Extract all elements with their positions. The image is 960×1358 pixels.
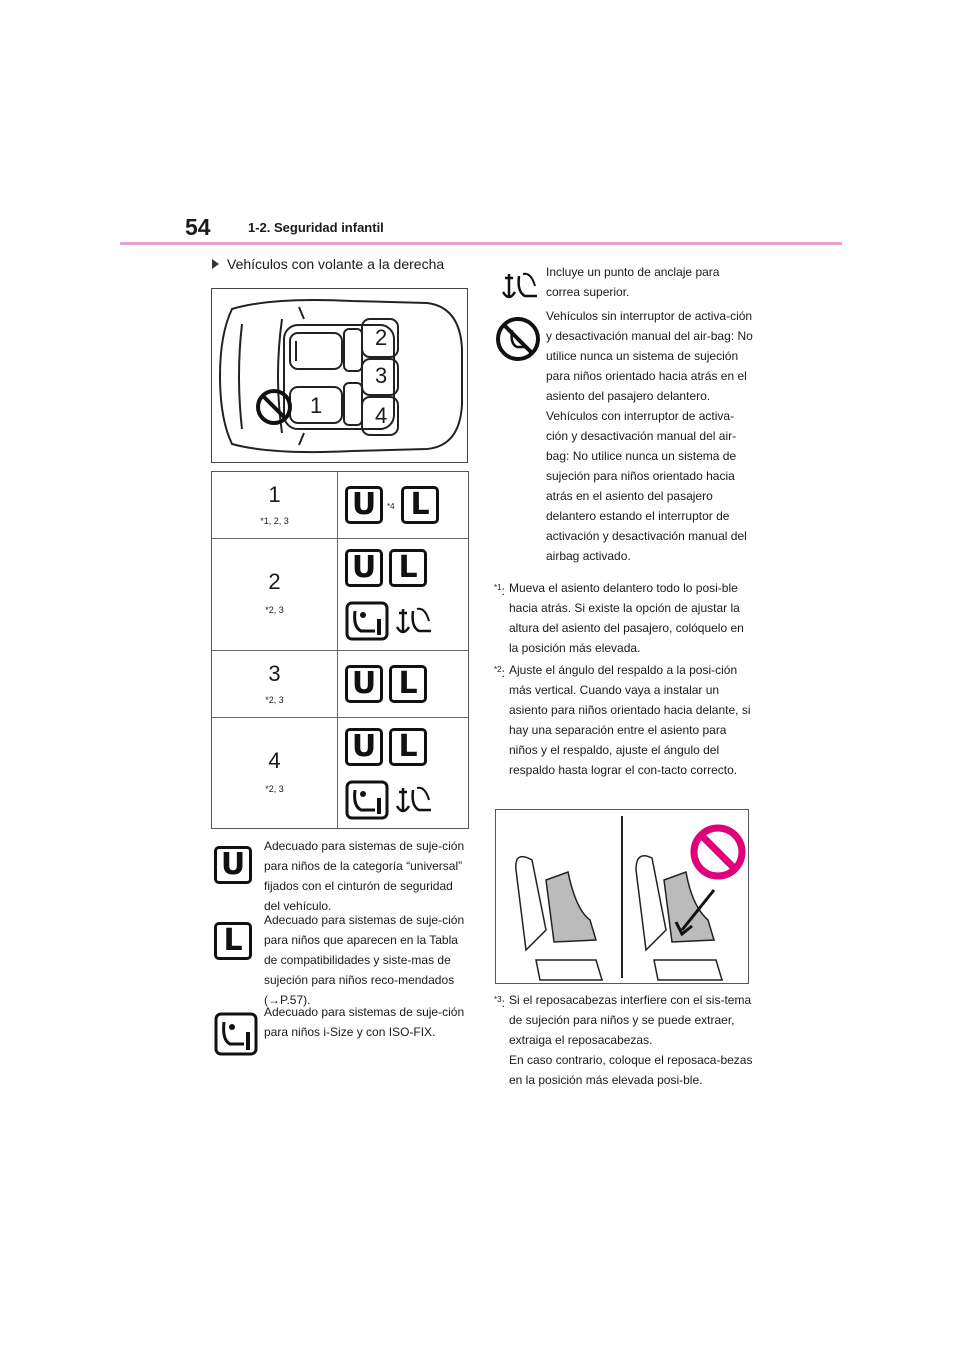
table-row: [212, 472, 468, 539]
footnote-mark: $^{*3}$:: [494, 995, 505, 1010]
footnote-1: [494, 578, 756, 658]
footnote-text: Si el reposacabezas interfiere con el sis-tema de sujeción para niños y se puede extraer, extraiga el reposacabezas. En caso contrario, coloque el reposaca-bezas en la posición más elevada posi-ble.: [509, 993, 753, 1087]
seat-icons-cell: [339, 718, 468, 828]
seat-number-cell: [212, 472, 338, 538]
top-tether-anchor-icon: [391, 601, 435, 641]
car-seat-diagram: [211, 288, 468, 463]
header-rule: [120, 242, 842, 245]
seat-note: *2, 3: [265, 605, 284, 615]
footnote-3: [494, 990, 756, 1090]
car-seat-label-4: 4: [375, 403, 388, 428]
list-badge-icon: L: [389, 665, 427, 703]
page-number: 54: [185, 214, 211, 240]
footnote-text: Ajuste el ángulo del respaldo a la posi-ción más vertical. Cuando vaya a instalar un asiento para niños orientado hacia delante, si hay una separación entre el asiento para niños y el respaldo, ajuste el ángulo del respaldo hasta lograr el con-tacto correcto.: [509, 663, 751, 777]
car-top-view-icon: [212, 289, 467, 462]
no-rear-facing-seat-icon: [495, 316, 541, 362]
top-tether-anchor-icon: [497, 266, 541, 306]
isofix-seat-icon: [345, 780, 389, 820]
table-row: [212, 718, 468, 828]
top-tether-text: Incluye un punto de anclaje para correa superior.: [546, 265, 720, 299]
triangle-bullet-icon: [212, 259, 219, 269]
seat-compatibility-table: [211, 471, 469, 829]
seat-number: 4: [268, 748, 281, 773]
list-badge-icon: L: [401, 486, 439, 524]
seat-icons-cell: [339, 539, 468, 650]
seat-number-cell: [212, 651, 338, 717]
universal-badge-icon: U: [345, 728, 383, 766]
list-badge-icon: L: [389, 728, 427, 766]
universal-badge-icon: U: [214, 846, 252, 884]
universal-badge-icon: U: [345, 486, 383, 524]
top-tether-anchor-icon: [391, 780, 435, 820]
seat-number-cell: [212, 539, 338, 650]
list-badge-icon: L: [214, 922, 252, 960]
seat-number-cell: [212, 718, 338, 828]
car-seat-label-3: 3: [375, 363, 388, 388]
badge-note: *4: [387, 502, 395, 511]
isofix-seat-icon: [214, 1012, 258, 1056]
footnote-text: Mueva el asiento delantero todo lo posi-ble hacia atrás. Si existe la opción de ajustar la altura del asiento del pasajero, colóquelo en la posición más elevada.: [509, 581, 744, 655]
seat-number: 3: [268, 661, 281, 686]
seat-note: *2, 3: [265, 695, 284, 705]
seat-number: 1: [268, 482, 281, 507]
car-seat-label-2: 2: [375, 325, 388, 350]
legend-universal-text: Adecuado para sistemas de suje-ción para niños de la categoría “universal” fijados con el cinturón de seguridad del vehículo.: [264, 839, 465, 913]
section-title: 1-2. Seguridad infantil: [248, 220, 384, 235]
footnote-2: [494, 660, 756, 780]
seat-number: 2: [268, 569, 281, 594]
universal-badge-icon: U: [345, 665, 383, 703]
list-badge-icon: L: [389, 549, 427, 587]
footnote-mark: $^{*2}$:: [494, 665, 505, 680]
car-seat-label-1: 1: [310, 393, 323, 418]
seat-note: *1, 2, 3: [260, 516, 289, 526]
seat-icons-cell: [339, 472, 468, 538]
seat-note: *2, 3: [265, 784, 284, 794]
isofix-seat-icon: [345, 601, 389, 641]
legend-list-text: Adecuado para sistemas de suje-ción para niños que aparecen en la Tabla de compatibilidades y siste-mas de sujeción para niños reco-mendados (→P.57).: [264, 913, 465, 1007]
legend-isofix-text: Adecuado para sistemas de suje-ción para niños i-Size y con ISO-FIX.: [264, 1005, 465, 1039]
footnote-mark: $^{*1}$:: [494, 583, 505, 598]
table-row: [212, 539, 468, 651]
universal-badge-icon: U: [345, 549, 383, 587]
vehicle-heading: [212, 256, 444, 272]
no-rear-facing-text: Vehículos sin interruptor de activa-ción y desactivación manual del air-bag: No utilice nunca un sistema de sujeción para niños orientado hacia atrás en el asiento del pasajero delantero. Vehículos con interruptor de activa-ción y desactivación manual del air-bag: No utilice nunca un sistema de sujeción para niños orientado hacia atrás en el asiento del pasajero delantero estando el interruptor de activación y desactivación manual del airbag activado.: [546, 309, 753, 563]
vehicle-heading-text: Vehículos con volante a la derecha: [227, 256, 445, 272]
seat-icons-cell: [339, 651, 468, 717]
table-row: [212, 651, 468, 718]
seatback-illustration: [495, 809, 749, 984]
seat-angle-illustration: [496, 810, 748, 983]
